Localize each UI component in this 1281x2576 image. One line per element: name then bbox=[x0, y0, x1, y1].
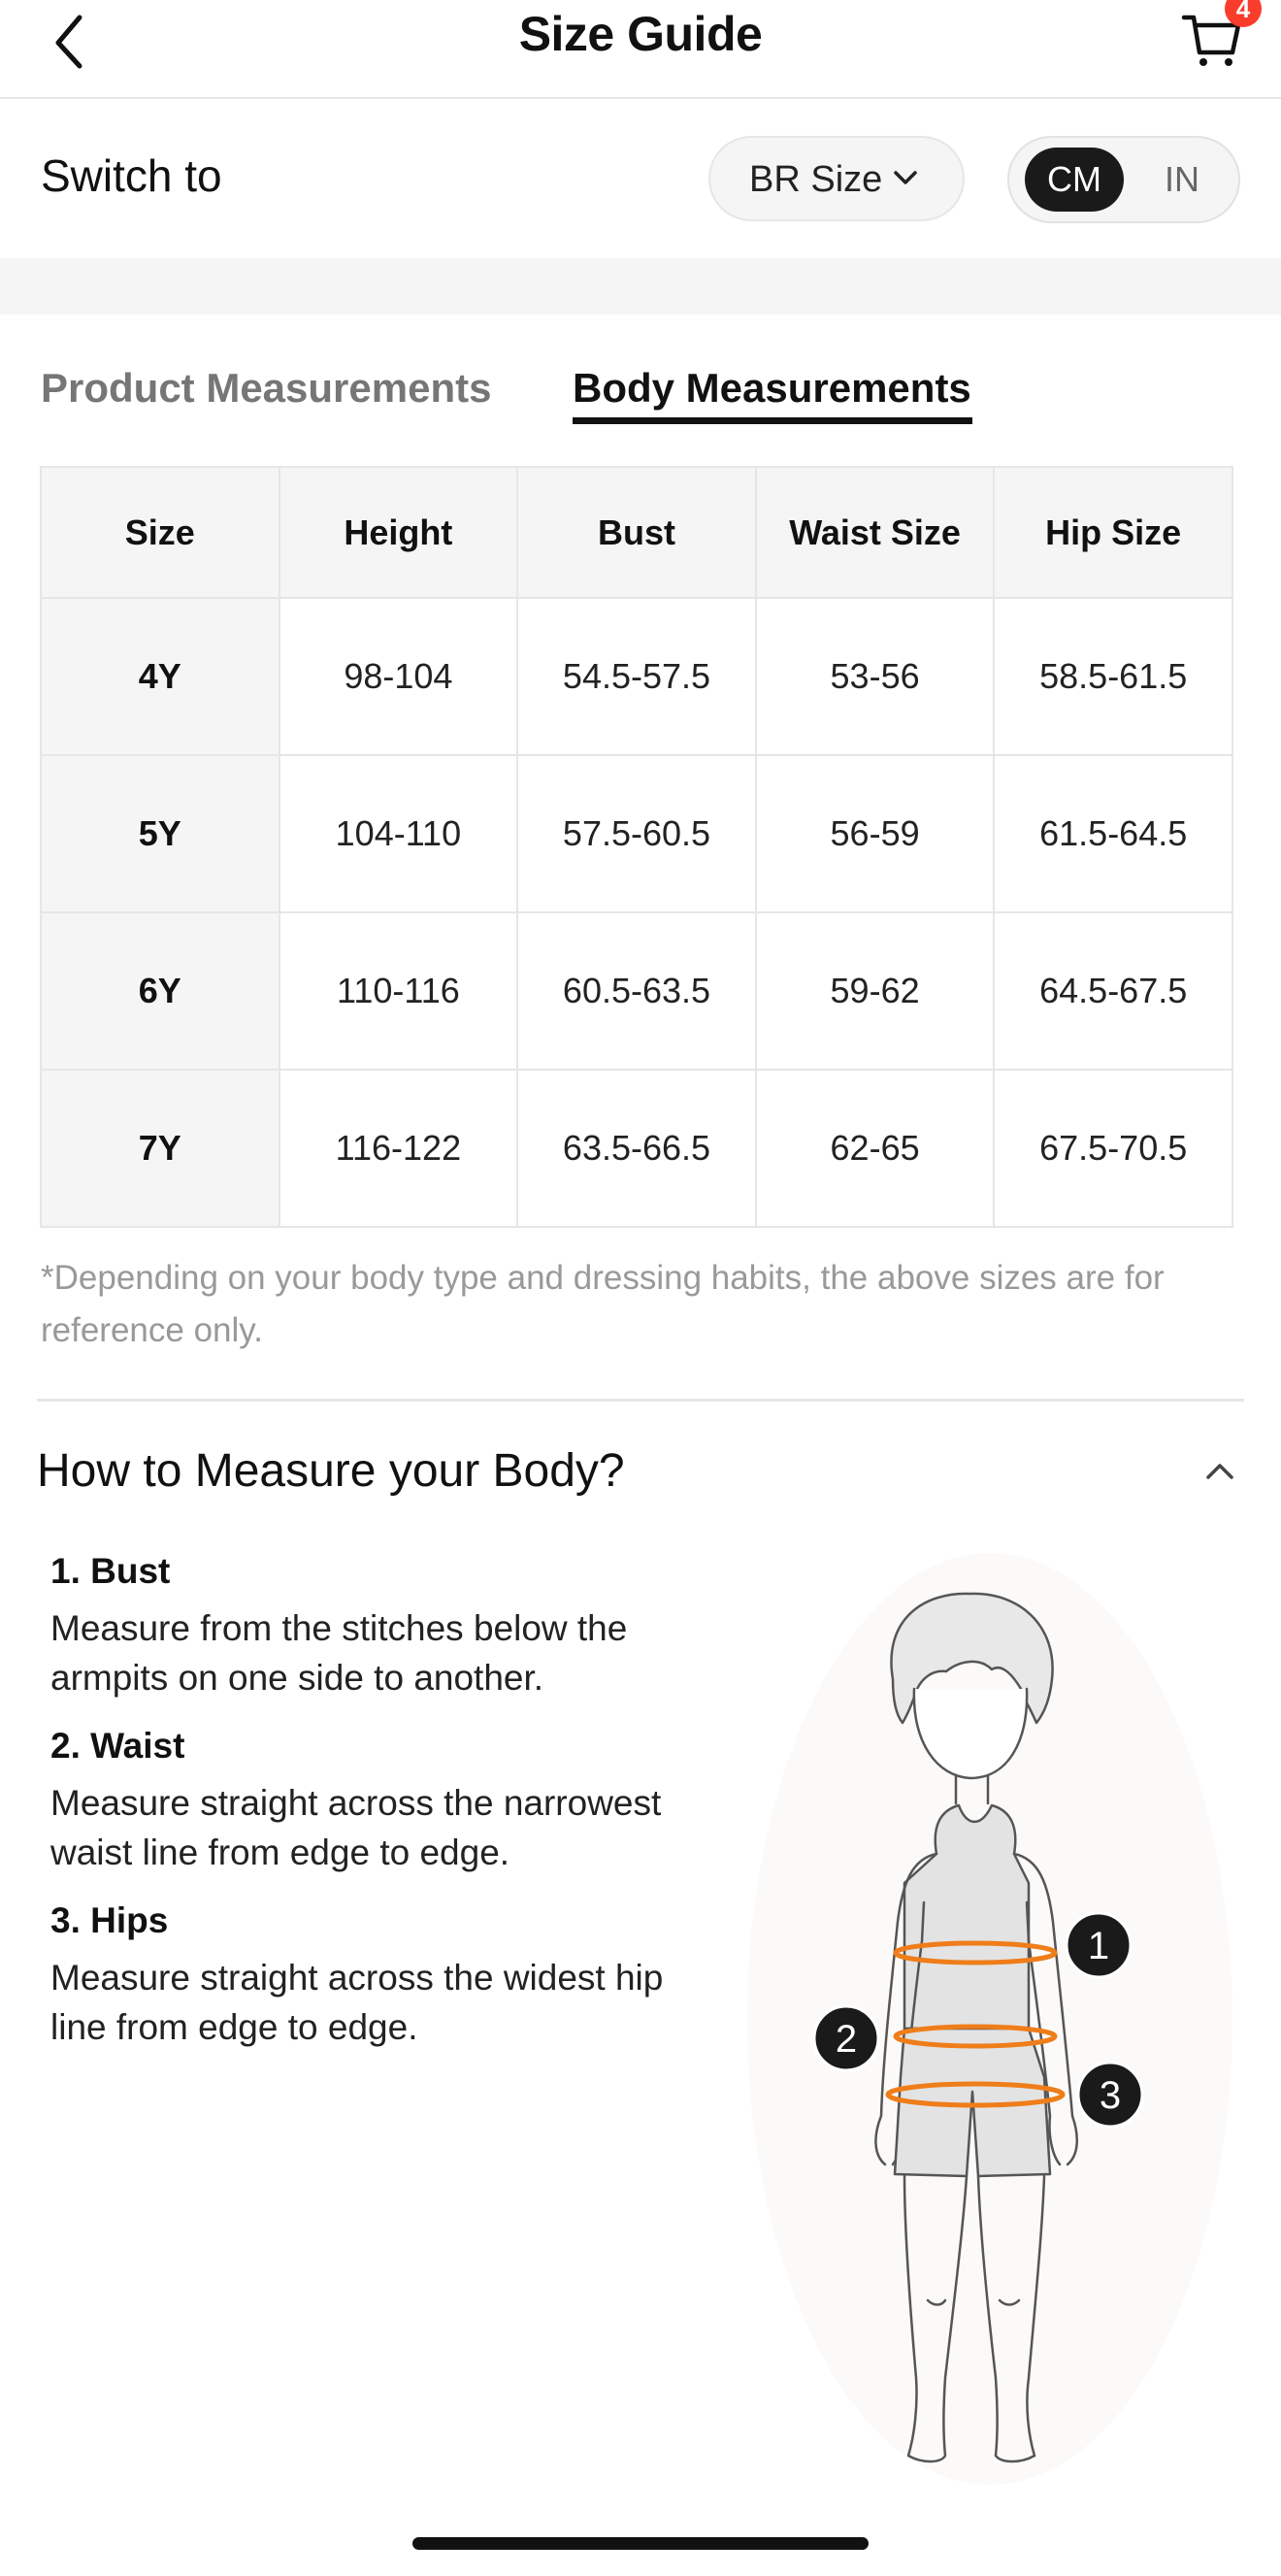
table-cell: 58.5-61.5 bbox=[994, 598, 1232, 755]
table-cell: 67.5-70.5 bbox=[994, 1070, 1232, 1227]
size-system-dropdown[interactable] bbox=[708, 136, 965, 221]
table-cell: 104-110 bbox=[279, 755, 518, 912]
marker-2-label: 2 bbox=[835, 2018, 858, 2061]
howto-section-title: How to Measure your Body? bbox=[37, 1445, 625, 1497]
howto-step-hips bbox=[50, 1897, 710, 2052]
tab-body-measurements[interactable]: Body Measurements bbox=[573, 365, 971, 411]
marker-3-label: 3 bbox=[1099, 2074, 1122, 2117]
table-cell: 57.5-60.5 bbox=[517, 755, 756, 912]
reference-note: *Depending on your body type and dressing habits, the above sizes are for reference only. bbox=[41, 1259, 1165, 1349]
table-cell: 53-56 bbox=[756, 598, 995, 755]
step-text: Measure from the stitches below the armpits on one side to another. bbox=[50, 1608, 628, 1698]
table-row bbox=[41, 755, 1232, 912]
home-indicator bbox=[412, 2537, 869, 2550]
size-cell: 5Y bbox=[41, 755, 279, 912]
size-table bbox=[40, 466, 1233, 1228]
switch-label: Switch to bbox=[41, 150, 222, 201]
table-cell: 110-116 bbox=[279, 912, 518, 1070]
table-cell: 60.5-63.5 bbox=[517, 912, 756, 1070]
active-tab-indicator bbox=[573, 417, 972, 424]
column-header: Size bbox=[41, 467, 279, 598]
size-cell: 4Y bbox=[41, 598, 279, 755]
table-header-row bbox=[41, 467, 1232, 598]
size-switch-row bbox=[0, 99, 1281, 258]
body-measure-illustration bbox=[738, 1534, 1242, 2504]
table-cell: 64.5-67.5 bbox=[994, 912, 1232, 1070]
step-title: 2. Waist bbox=[50, 1726, 185, 1766]
column-header: Bust bbox=[517, 467, 756, 598]
marker-3 bbox=[1078, 2063, 1142, 2127]
table-row bbox=[41, 1070, 1232, 1227]
howto-step-bust bbox=[50, 1547, 710, 1702]
step-text: Measure straight across the narrowest waist line from edge to edge. bbox=[50, 1783, 662, 1872]
marker-1 bbox=[1067, 1913, 1131, 1977]
unit-in-button[interactable]: IN bbox=[1165, 159, 1199, 199]
table-cell: 61.5-64.5 bbox=[994, 755, 1232, 912]
marker-1-label: 1 bbox=[1087, 1925, 1110, 1967]
section-separator bbox=[0, 258, 1281, 314]
step-text: Measure straight across the widest hip line from edge to edge. bbox=[50, 1958, 664, 2047]
howto-step-waist bbox=[50, 1722, 710, 1877]
size-system-value: BR Size bbox=[749, 159, 883, 200]
table-cell: 62-65 bbox=[756, 1070, 995, 1227]
cart-count-badge: 4 bbox=[1225, 0, 1262, 27]
table-cell: 116-122 bbox=[279, 1070, 518, 1227]
table-cell: 59-62 bbox=[756, 912, 995, 1070]
table-cell: 98-104 bbox=[279, 598, 518, 755]
unit-toggle bbox=[1007, 136, 1240, 223]
step-title: 3. Hips bbox=[50, 1900, 169, 1940]
table-cell: 63.5-66.5 bbox=[517, 1070, 756, 1227]
page-title: Size Guide bbox=[518, 7, 763, 61]
step-title: 1. Bust bbox=[50, 1551, 171, 1591]
column-header: Height bbox=[279, 467, 518, 598]
column-header: Hip Size bbox=[994, 467, 1232, 598]
table-cell: 56-59 bbox=[756, 755, 995, 912]
top-bar bbox=[0, 0, 1281, 99]
table-row bbox=[41, 912, 1232, 1070]
tab-product-measurements[interactable]: Product Measurements bbox=[41, 365, 492, 411]
unit-cm-button[interactable]: CM bbox=[1025, 148, 1124, 212]
chevron-up-icon[interactable] bbox=[1203, 1458, 1236, 1483]
column-header: Waist Size bbox=[756, 467, 995, 598]
marker-2 bbox=[814, 2006, 878, 2070]
size-cell: 6Y bbox=[41, 912, 279, 1070]
table-row bbox=[41, 598, 1232, 755]
chevron-down-icon bbox=[891, 167, 920, 190]
table-cell: 54.5-57.5 bbox=[517, 598, 756, 755]
size-cell: 7Y bbox=[41, 1070, 279, 1227]
divider bbox=[37, 1399, 1244, 1402]
